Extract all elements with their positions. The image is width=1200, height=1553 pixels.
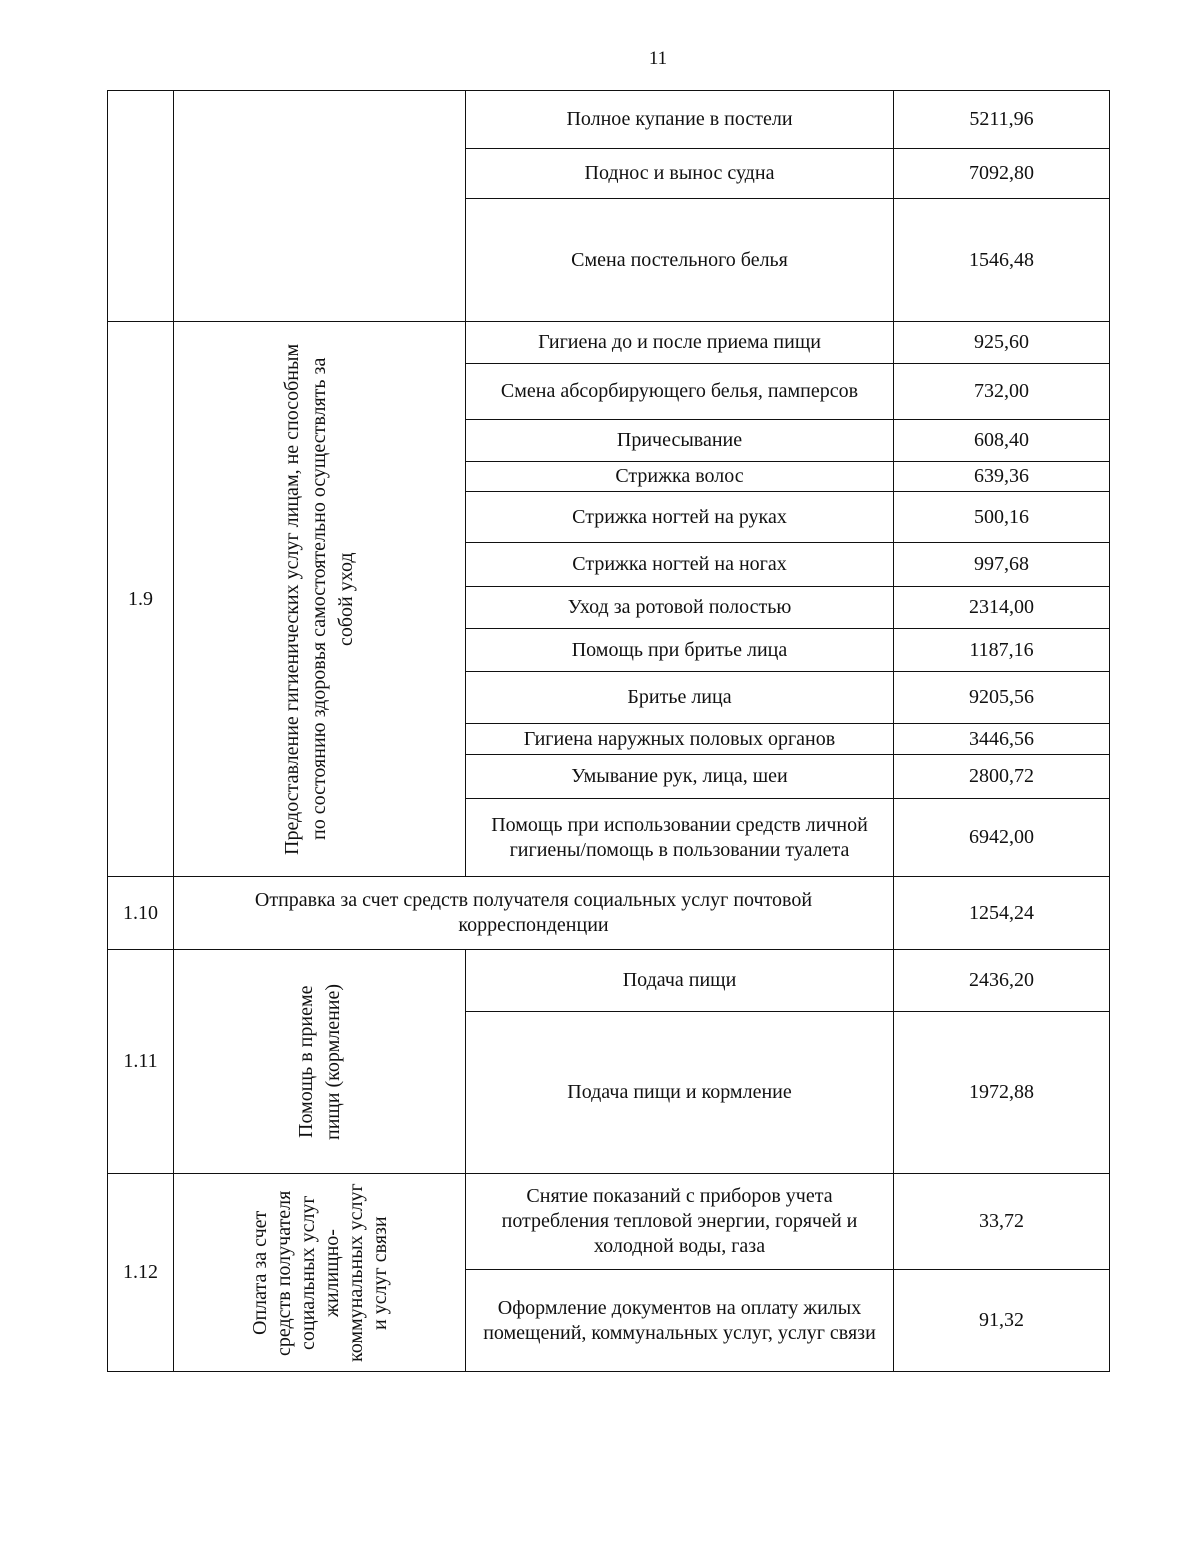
service-price: 1972,88 [894, 1012, 1110, 1174]
section-number [108, 91, 174, 322]
category-cell [174, 322, 466, 877]
category-cell [174, 91, 466, 322]
table-row [108, 950, 1110, 1012]
service-price: 500,16 [894, 492, 1110, 543]
service-price: 7092,80 [894, 149, 1110, 199]
service-name: Причесывание [466, 420, 894, 462]
service-name: Отправка за счет средств получателя социальных услуг почтовой корреспонденции [174, 877, 894, 950]
service-name: Полное купание в постели [466, 91, 894, 149]
service-price: 2800,72 [894, 755, 1110, 799]
service-name: Снятие показаний с приборов учета потребления тепловой энергии, горячей и холодной воды, газа [466, 1174, 894, 1270]
service-name: Стрижка ногтей на руках [466, 492, 894, 543]
service-price: 91,32 [894, 1270, 1110, 1372]
service-price: 1187,16 [894, 629, 1110, 672]
table-row [108, 91, 1110, 149]
service-name: Уход за ротовой полостью [466, 587, 894, 629]
service-price: 608,40 [894, 420, 1110, 462]
service-price: 6942,00 [894, 799, 1110, 877]
section-number: 1.9 [108, 322, 174, 877]
service-price: 9205,56 [894, 672, 1110, 724]
service-name: Помощь при бритье лица [466, 629, 894, 672]
service-name: Стрижка ногтей на ногах [466, 543, 894, 587]
service-price: 732,00 [894, 364, 1110, 420]
service-price: 3446,56 [894, 724, 1110, 755]
service-name: Оформление документов на оплату жилых помещений, коммунальных услуг, услуг связи [466, 1270, 894, 1372]
service-price: 925,60 [894, 322, 1110, 364]
tariff-table [107, 90, 1110, 1372]
category-label: Оплата за счет средств получателя социальных услуг жилищно-коммунальных услуг и услуг связи [248, 1183, 391, 1362]
category-label: Помощь в приеме пищи (кормление) [294, 983, 344, 1140]
service-name: Подача пищи и кормление [466, 1012, 894, 1174]
page-number: 11 [648, 48, 668, 69]
service-price: 2436,20 [894, 950, 1110, 1012]
service-price: 639,36 [894, 462, 1110, 492]
category-label: Предоставление гигиенических услуг лицам, не способным по состоянию здоровья самостоятельно осуществлять за собой уход [281, 343, 357, 855]
service-price: 33,72 [894, 1174, 1110, 1270]
service-name: Помощь при использовании средств личной гигиены/помощь в пользовании туалета [466, 799, 894, 877]
service-name: Бритье лица [466, 672, 894, 724]
service-name: Смена постельного белья [466, 199, 894, 322]
service-name: Гигиена наружных половых органов [466, 724, 894, 755]
service-name: Гигиена до и после приема пищи [466, 322, 894, 364]
service-name: Смена абсорбирующего белья, памперсов [466, 364, 894, 420]
table-row [108, 322, 1110, 364]
service-name: Поднос и вынос судна [466, 149, 894, 199]
section-number: 1.10 [108, 877, 174, 950]
table-row [108, 877, 1110, 950]
category-cell [174, 1174, 466, 1372]
service-price: 1546,48 [894, 199, 1110, 322]
category-cell [174, 950, 466, 1174]
section-number: 1.11 [108, 950, 174, 1174]
service-name: Подача пищи [466, 950, 894, 1012]
table-row [108, 1174, 1110, 1270]
service-price: 5211,96 [894, 91, 1110, 149]
service-price: 997,68 [894, 543, 1110, 587]
service-name: Стрижка волос [466, 462, 894, 492]
service-price: 2314,00 [894, 587, 1110, 629]
service-price: 1254,24 [894, 877, 1110, 950]
service-name: Умывание рук, лица, шеи [466, 755, 894, 799]
section-number: 1.12 [108, 1174, 174, 1372]
